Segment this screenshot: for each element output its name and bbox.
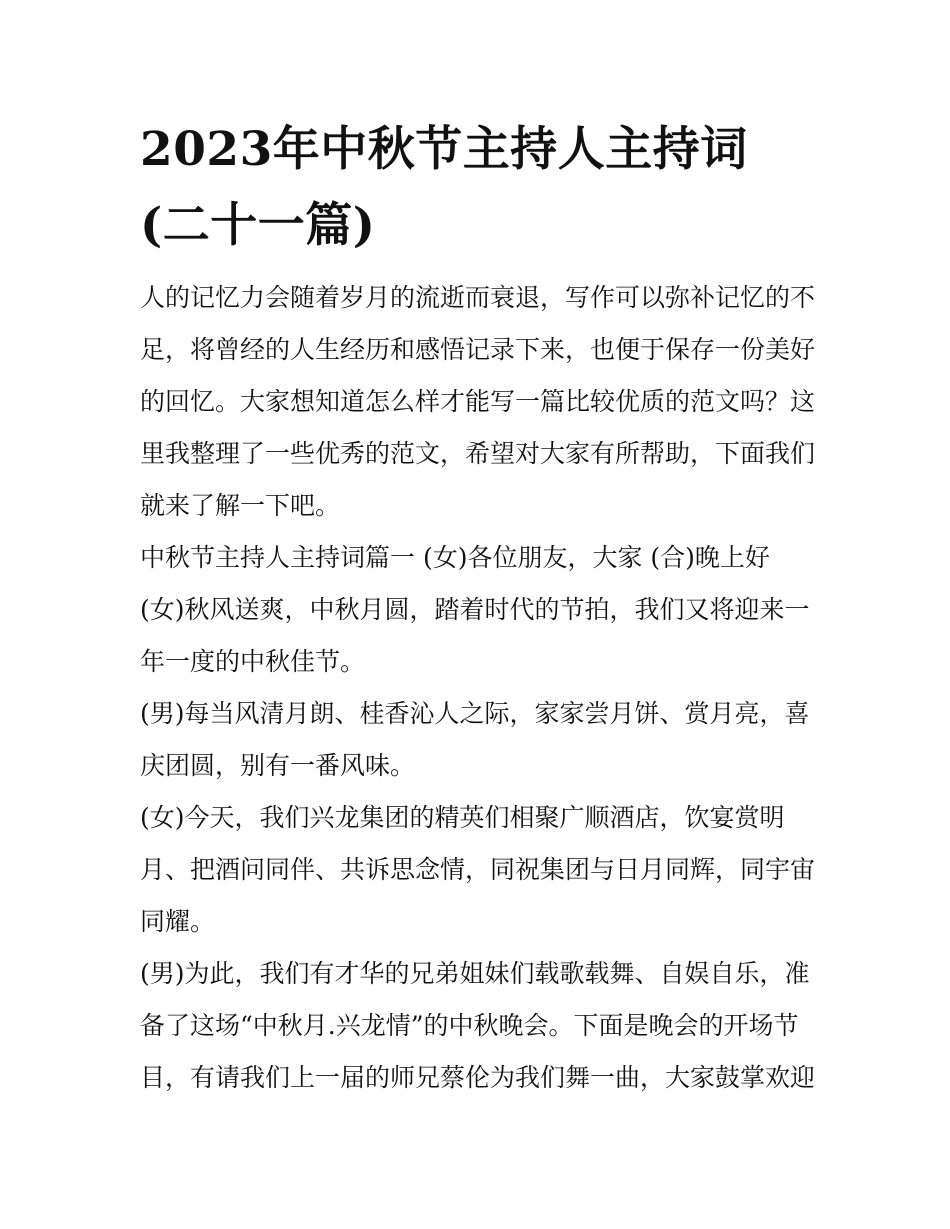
title-line-1: 2023年中秋节主持人主持词 [140,122,748,177]
text-line: (女)今天，我们兴龙集团的精英们相聚广顺酒店，饮宴赏明 [140,803,785,832]
text-line: 月、把酒问同伴、共诉思念情，同祝集团与日月同辉，同宇宙 [140,855,816,884]
text-line: 庆团圆，别有一番风味。 [140,751,416,780]
text-line: 人的记忆力会随着岁月的流逝而衰退，写作可以弥补记忆的不 [140,283,816,312]
section-heading-paragraph [140,532,812,584]
text-line: 中秋节主持人主持词篇一 (女)各位朋友，大家 (合)晚上好 [140,543,770,572]
title-line-2: (二十一篇) [140,198,376,253]
text-line: (女)秋风送爽，中秋月圆，踏着时代的节拍，我们又将迎来一 [140,595,810,624]
document-body [140,272,816,1104]
script-paragraph [140,584,812,688]
text-line: 就来了解一下吧。 [140,491,341,520]
text-line: 年一度的中秋佳节。 [140,647,366,676]
script-paragraph [140,688,812,792]
document-content [140,112,816,1104]
document-title [140,112,812,264]
intro-paragraph [140,272,816,532]
script-paragraph [140,792,816,948]
text-line: 里我整理了一些优秀的范文，希望对大家有所帮助，下面我们 [140,439,816,468]
text-line: 同耀。 [140,907,216,936]
text-line: 的回忆。大家想知道怎么样才能写一篇比较优质的范文吗？这 [140,387,816,416]
text-line: 足，将曾经的人生经历和感悟记录下来，也便于保存一份美好 [140,335,816,364]
text-line: (男)为此，我们有才华的兄弟姐妹们载歌载舞、自娱自乐，准 [140,959,810,988]
text-line: (男)每当风清月朗、桂香沁人之际，家家尝月饼、赏月亮，喜 [140,699,810,728]
text-line: 备了这场“中秋月.兴龙情”的中秋晚会。下面是晚会的开场节 [140,1011,799,1040]
text-line: 目，有请我们上一届的师兄蔡伦为我们舞一曲，大家鼓掌欢迎 [140,1063,816,1092]
script-paragraph [140,948,816,1104]
